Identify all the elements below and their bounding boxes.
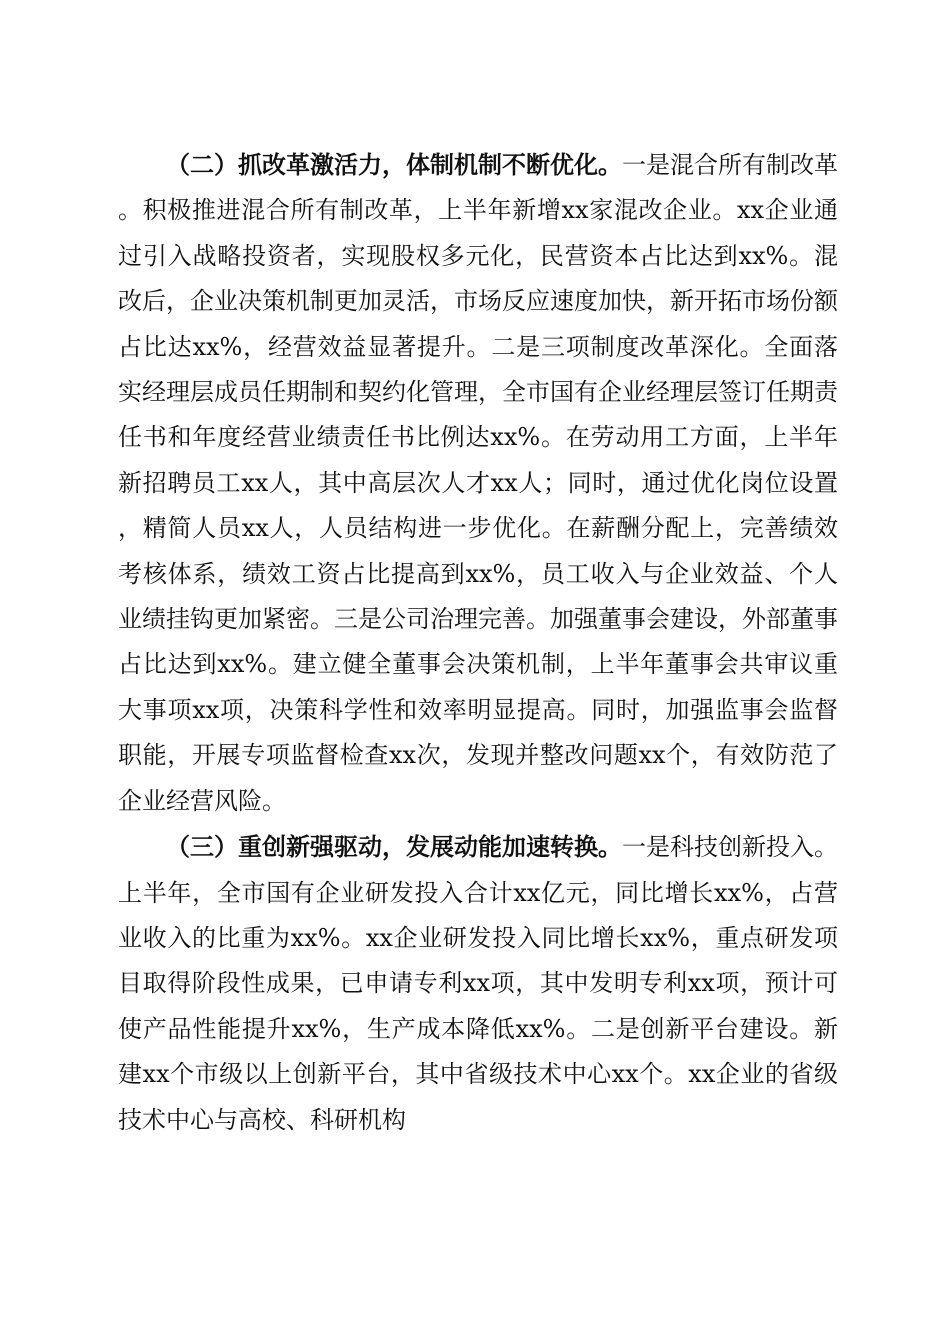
paragraph-heading: （三）重创新强驱动，发展动能加速转换。 xyxy=(166,832,622,862)
document-page xyxy=(118,142,838,1143)
paragraph-heading: （二）抓改革激活力，体制机制不断优化。 xyxy=(166,150,622,179)
paragraph-body: 一是混合所有制改革。积极推进混合所有制改革，上半年新增xx家混改企业。xx企业通过引入战略投资者，实现股权多元化，民营资本占比达到xx%。混改后，企业决策机制更加灵活，市场反应速度加快，新开拓市场份额占比达xx%，经营效益显著提升。二是三项制度改革深化。全面落实经理层成员任期制和契约化管理，全市国有企业经理层签订任期责任书和年度经营业绩责任书比例达xx%。在劳动用工方面，上半年新招聘员工xx人，其中高层次人才xx人；同时，通过优化岗位设置，精简人员xx人，人员结构进一步优化。在薪酬分配上，完善绩效考核体系，绩效工资占比提高到xx%，员工收入与企业效益、个人业绩挂钩更加紧密。三是公司治理完善。加强董事会建设，外部董事占比达到xx%。建立健全董事会决策机制，上半年董事会共审议重大事项xx项，决策科学性和效率明显提高。同时，加强监事会监督职能，开展专项监督检查xx次，发现并整改问题xx个，有效防范了企业经营风险。 xyxy=(118,151,838,815)
paragraph-reform xyxy=(118,142,838,824)
paragraph-innovation xyxy=(118,824,838,1143)
paragraph-body: 一是科技创新投入。上半年，全市国有企业研发投入合计xx亿元，同比增长xx%，占营业收入的比重为xx%。xx企业研发投入同比增长xx%，重点研发项目取得阶段性成果，已申请专利xx项，其中发明专利xx项，预计可使产品性能提升xx%，生产成本降低xx%。二是创新平台建设。新建xx个市级以上创新平台，其中省级技术中心xx个。xx企业的省级技术中心与高校、科研机构 xyxy=(118,833,838,1134)
